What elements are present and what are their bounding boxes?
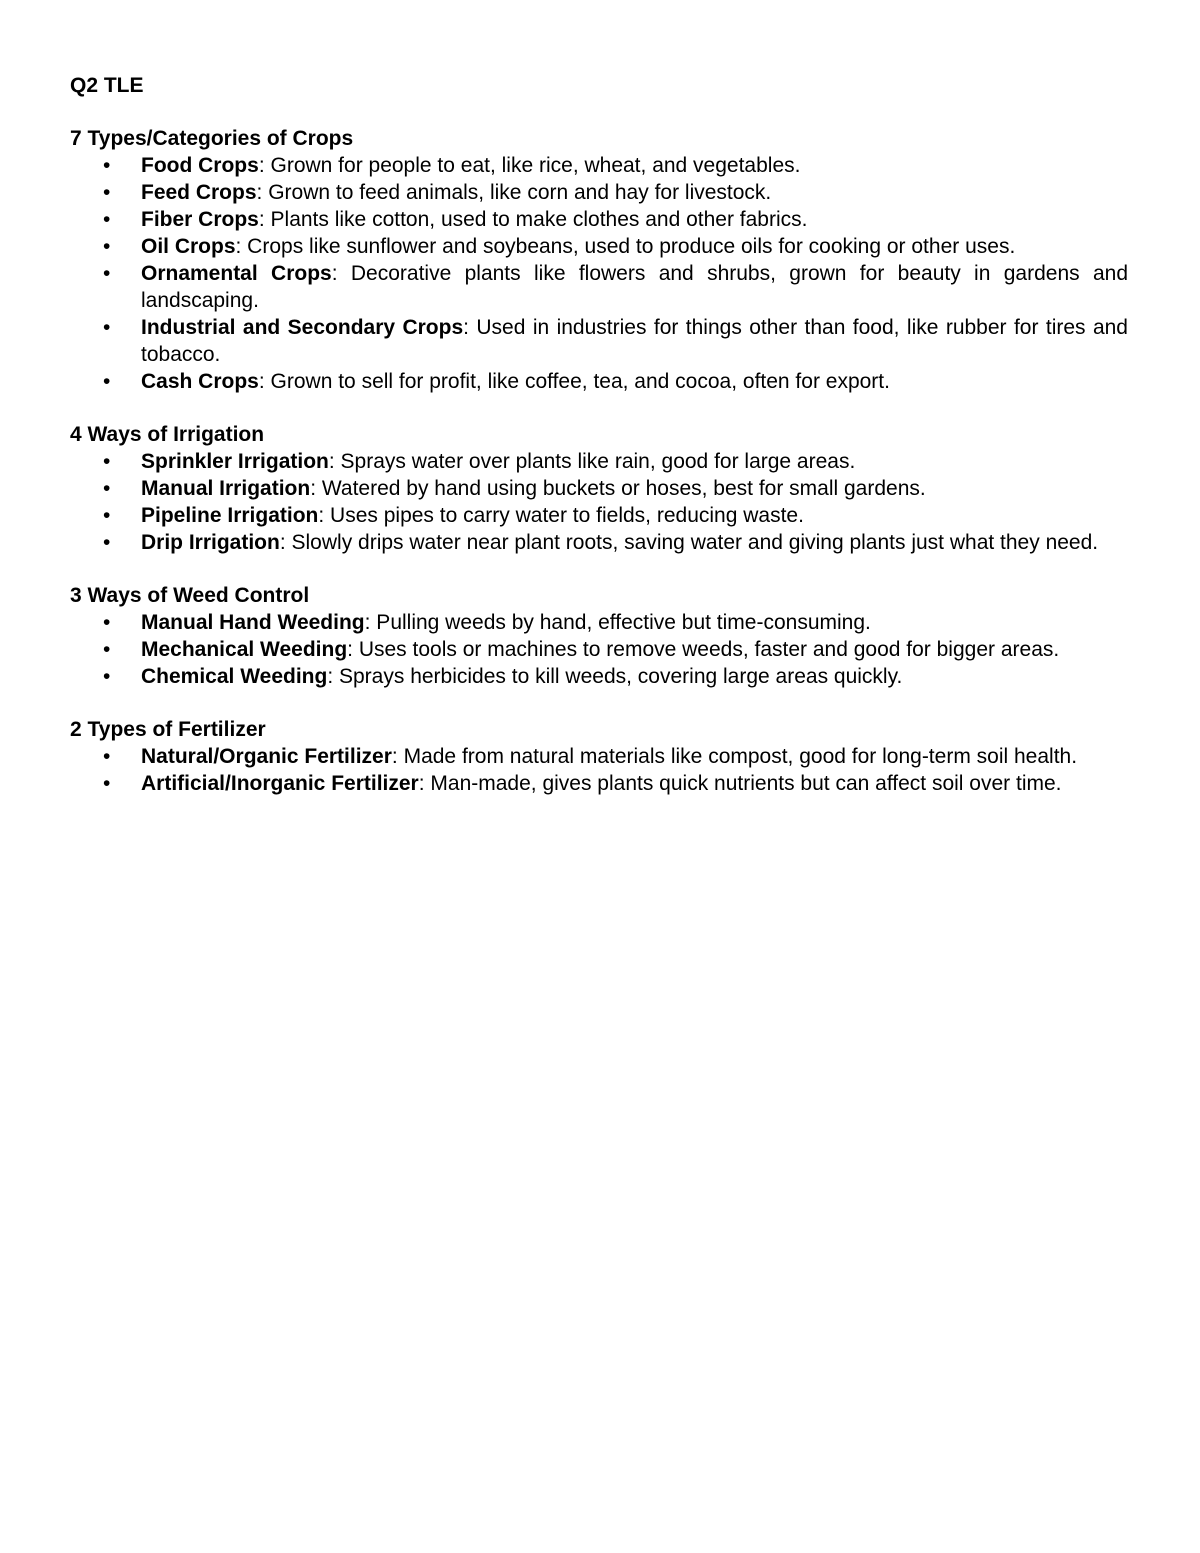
list-item <box>70 475 1128 502</box>
item-description: : Watered by hand using buckets or hoses, best for small gardens. <box>310 477 926 500</box>
item-term: Feed Crops <box>141 181 257 204</box>
item-term: Manual Irrigation <box>141 477 311 500</box>
item-term: Manual Hand Weeding <box>141 611 365 634</box>
list-item <box>70 368 1128 395</box>
bullet-icon: • <box>103 235 111 258</box>
bullet-icon: • <box>103 316 111 339</box>
bullet-icon: • <box>103 154 111 177</box>
bullet-icon: • <box>103 504 111 527</box>
section-fertilizer <box>70 716 1128 797</box>
document-title: Q2 TLE <box>70 74 144 97</box>
item-description: : Man-made, gives plants quick nutrients but can affect soil over time. <box>418 772 1062 795</box>
item-description: : Slowly drips water near plant roots, saving water and giving plants just what they need. <box>279 531 1099 554</box>
list-item <box>70 179 1128 206</box>
item-description: : Pulling weeds by hand, effective but time-consuming. <box>364 611 871 634</box>
section-heading: 7 Types/Categories of Crops <box>70 127 354 150</box>
item-description: : Grown to feed animals, like corn and hay for livestock. <box>256 181 772 204</box>
list-item <box>70 314 1128 368</box>
list-item <box>70 743 1128 770</box>
bullet-icon: • <box>103 772 111 795</box>
item-term: Natural/Organic Fertilizer <box>141 745 392 768</box>
bullet-icon: • <box>103 450 111 473</box>
list-item <box>70 502 1128 529</box>
item-term: Cash Crops <box>141 370 259 393</box>
item-term: Food Crops <box>141 154 259 177</box>
item-term: Chemical Weeding <box>141 665 328 688</box>
document-page <box>70 72 1128 823</box>
bullet-icon: • <box>103 477 111 500</box>
bullet-icon: • <box>103 531 111 554</box>
section-heading: 2 Types of Fertilizer <box>70 718 266 741</box>
item-term: Artificial/Inorganic Fertilizer <box>141 772 419 795</box>
item-description: : Sprays herbicides to kill weeds, covering large areas quickly. <box>327 665 903 688</box>
list-item <box>70 529 1128 556</box>
section-crop-types <box>70 125 1128 395</box>
bullet-icon: • <box>103 611 111 634</box>
list-item <box>70 770 1128 797</box>
item-description: : Grown for people to eat, like rice, wheat, and vegetables. <box>258 154 801 177</box>
item-description: : Crops like sunflower and soybeans, used to produce oils for cooking or other uses. <box>235 235 1016 258</box>
list-item <box>70 233 1128 260</box>
section-irrigation <box>70 421 1128 556</box>
bullet-icon: • <box>103 181 111 204</box>
item-term: Pipeline Irrigation <box>141 504 319 527</box>
item-term: Sprinkler Irrigation <box>141 450 329 473</box>
bullet-icon: • <box>103 262 111 285</box>
bullet-icon: • <box>103 208 111 231</box>
item-description: : Uses tools or machines to remove weeds, faster and good for bigger areas. <box>347 638 1060 661</box>
item-description: : Decorative plants like flowers and shrubs, grown for beauty in gardens and landscaping. <box>141 262 1128 312</box>
item-term: Fiber Crops <box>141 208 259 231</box>
item-term: Drip Irrigation <box>141 531 280 554</box>
item-description: : Used in industries for things other than food, like rubber for tires and tobacco. <box>141 316 1128 366</box>
section-weed-control <box>70 582 1128 690</box>
list-item <box>70 448 1128 475</box>
list-item <box>70 636 1128 663</box>
bullet-icon: • <box>103 665 111 688</box>
item-term: Industrial and Secondary Crops <box>141 316 464 339</box>
item-description: : Made from natural materials like compost, good for long-term soil health. <box>391 745 1078 768</box>
section-heading: 4 Ways of Irrigation <box>70 423 265 446</box>
item-description: : Plants like cotton, used to make clothes and other fabrics. <box>258 208 808 231</box>
bullet-icon: • <box>103 745 111 768</box>
item-description: : Grown to sell for profit, like coffee, tea, and cocoa, often for export. <box>258 370 890 393</box>
list-item <box>70 609 1128 636</box>
list-item <box>70 206 1128 233</box>
bullet-icon: • <box>103 638 111 661</box>
item-description: : Sprays water over plants like rain, good for large areas. <box>328 450 856 473</box>
list-item <box>70 152 1128 179</box>
item-term: Oil Crops <box>141 235 236 258</box>
list-item <box>70 260 1128 314</box>
item-description: : Uses pipes to carry water to fields, reducing waste. <box>318 504 804 527</box>
list-item <box>70 663 1128 690</box>
bullet-icon: • <box>103 370 111 393</box>
item-term: Ornamental Crops <box>141 262 332 285</box>
item-term: Mechanical Weeding <box>141 638 348 661</box>
section-heading: 3 Ways of Weed Control <box>70 584 310 607</box>
